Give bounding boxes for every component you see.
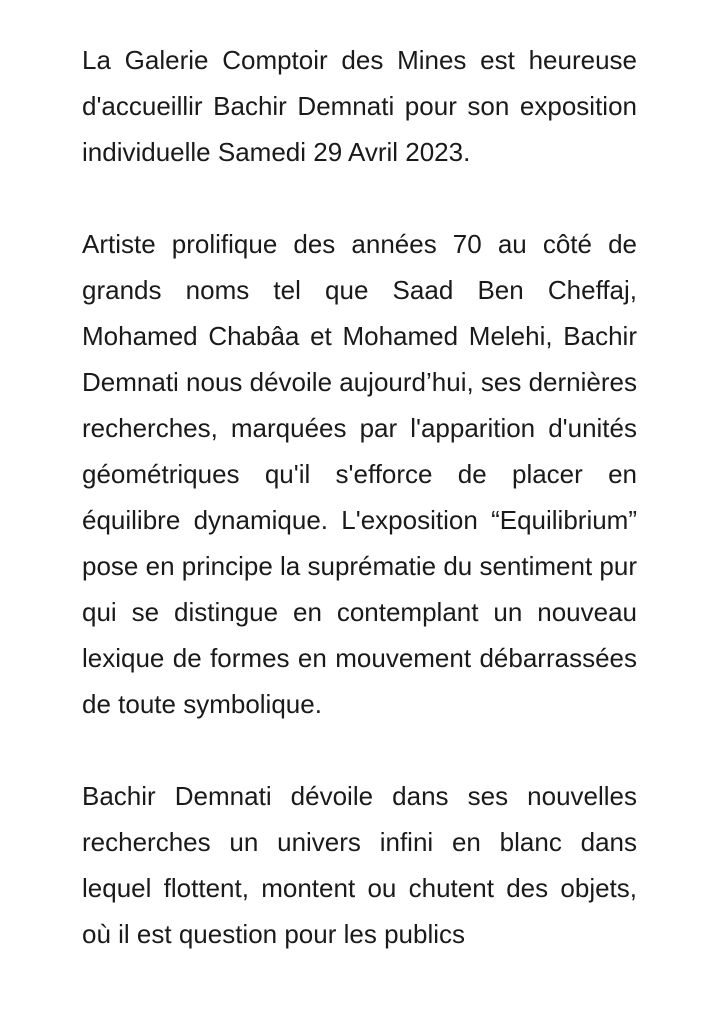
paragraph-intro: La Galerie Comptoir des Mines est heureuse d'accueillir Bachir Demnati pour son exposition individuelle Samedi 29 Avril 2023. (82, 45, 637, 167)
paragraph-artist: Artiste prolifique des années 70 au côté de grands noms tel que Saad Ben Cheffaj, Mohamed Chabâa et Mohamed Melehi, Bachir Demnati nous dévoile aujourd’hui, ses dernières recherches, marquées par l'apparition d'unités géométriques qu'il s'efforce de placer en équilibre dynamique. L'exposition “Equilibrium” pose en principe la suprématie du sentiment pur qui se distingue en contemplant un nouveau lexique de formes en mouvement débarrassées de toute symbolique. (82, 229, 637, 719)
article-body (82, 37, 637, 1003)
paragraph-research: Bachir Demnati dévoile dans ses nouvelles recherches un univers infini en blanc dans lequel flottent, montent ou chutent des objets, où il est question pour les publics (82, 781, 637, 949)
